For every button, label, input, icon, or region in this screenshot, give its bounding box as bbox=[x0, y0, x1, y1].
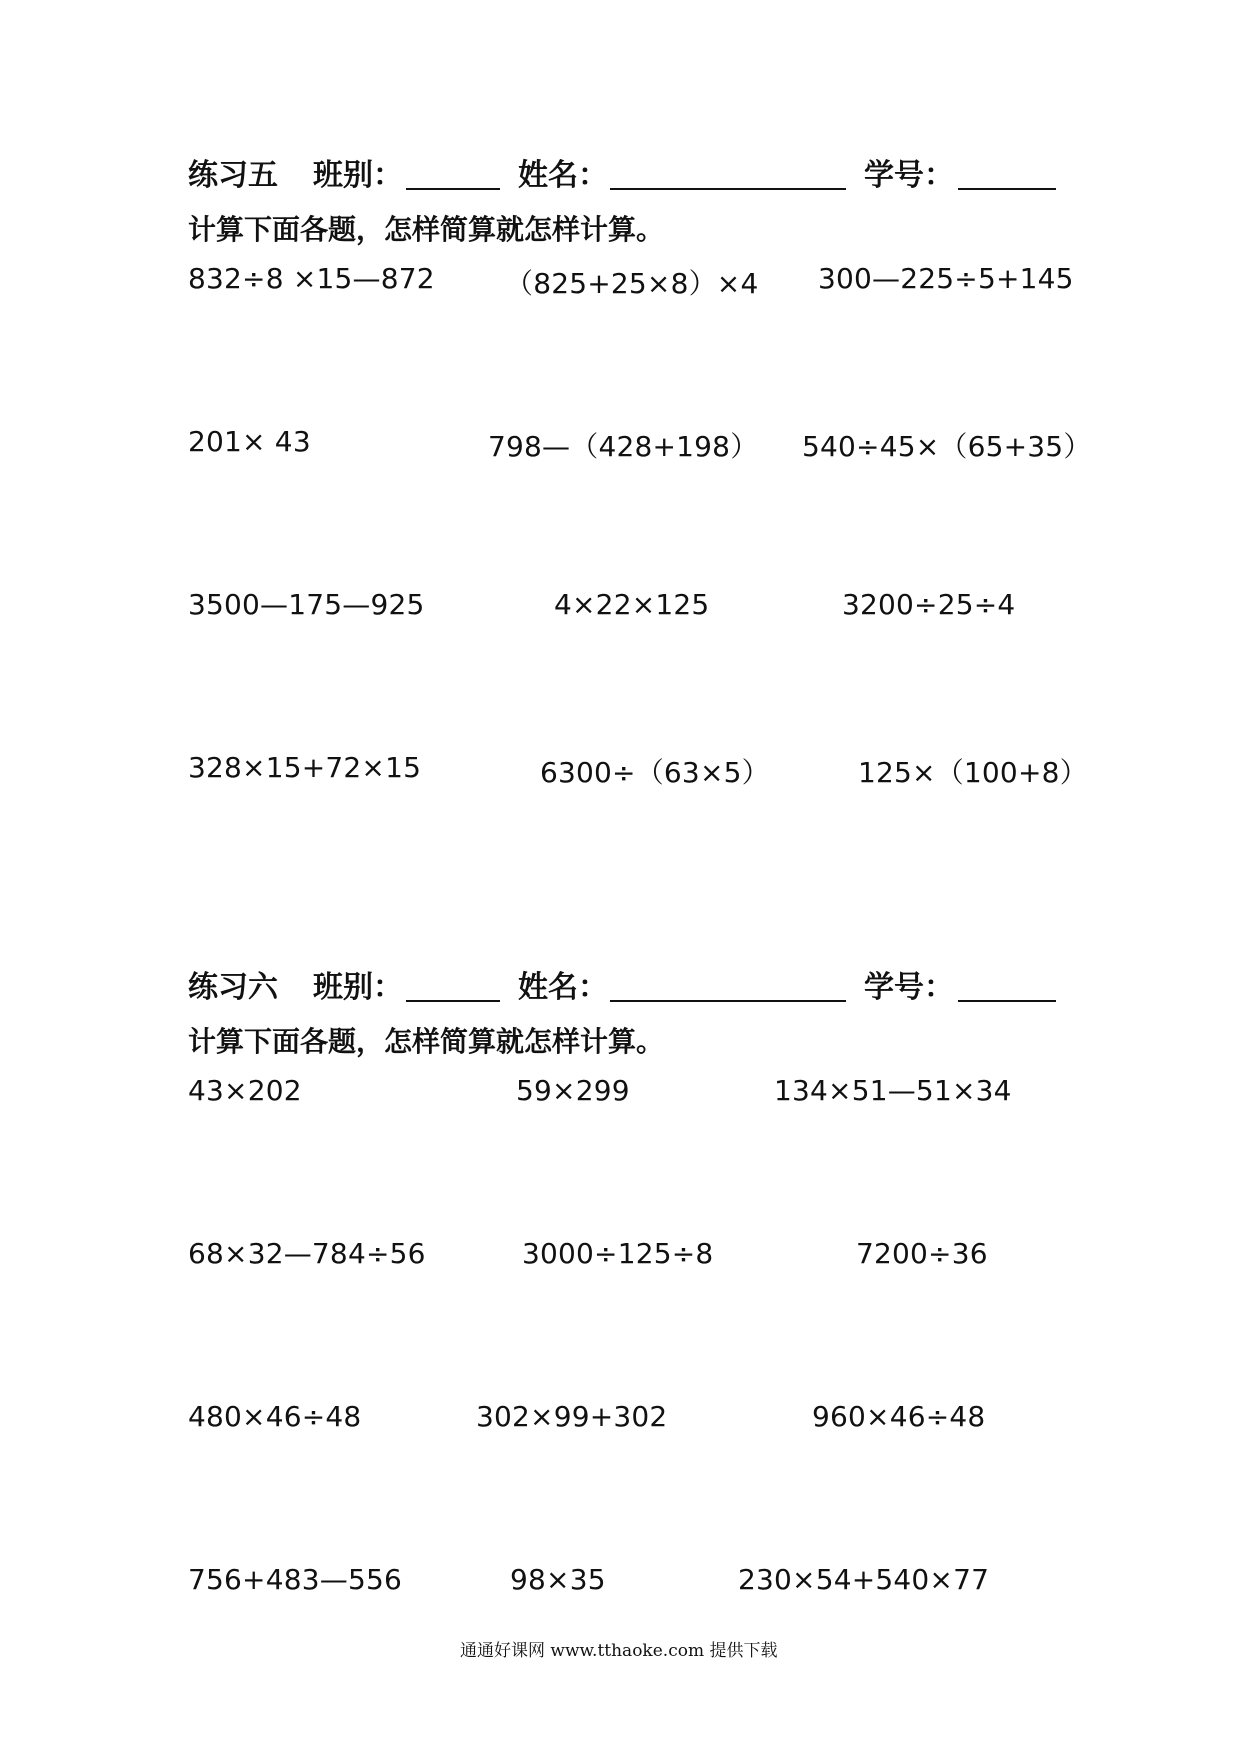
footer-source: 通通好课网 www.tthaoke.com 提供下载 bbox=[460, 1641, 778, 1661]
student-id-label: 学号： bbox=[864, 970, 954, 1005]
class-label: 班别： bbox=[313, 970, 403, 1005]
exercise5-header bbox=[188, 150, 1060, 194]
student-id-label: 学号： bbox=[864, 158, 954, 193]
problem: 134×51—51×34 bbox=[774, 1074, 1012, 1107]
name-blank[interactable] bbox=[610, 1000, 846, 1002]
class-label: 班别： bbox=[313, 158, 403, 193]
problem: 4×22×125 bbox=[554, 588, 710, 621]
class-blank[interactable] bbox=[406, 188, 500, 190]
exercise5-instruction: 计算下面各题，怎样简算就怎样计算。 bbox=[188, 213, 665, 246]
problem: 43×202 bbox=[188, 1074, 302, 1107]
problem: 3500—175—925 bbox=[188, 588, 425, 621]
problem: 756+483—556 bbox=[188, 1563, 402, 1596]
name-blank[interactable] bbox=[610, 188, 846, 190]
problem: 798—（428+198） bbox=[488, 430, 759, 463]
class-blank[interactable] bbox=[406, 1000, 500, 1002]
problem: 98×35 bbox=[510, 1563, 606, 1596]
student-id-blank[interactable] bbox=[958, 1000, 1056, 1002]
problem: 125×（100+8） bbox=[858, 756, 1088, 789]
problem: 6300÷（63×5） bbox=[540, 756, 770, 789]
problem: 328×15+72×15 bbox=[188, 751, 422, 784]
problem: 480×46÷48 bbox=[188, 1400, 362, 1433]
problem: 302×99+302 bbox=[476, 1400, 668, 1433]
problem: 3000÷125÷8 bbox=[522, 1237, 714, 1270]
student-id-blank[interactable] bbox=[958, 188, 1056, 190]
problem: 7200÷36 bbox=[856, 1237, 988, 1270]
exercise6-instruction: 计算下面各题，怎样简算就怎样计算。 bbox=[188, 1025, 665, 1058]
problem: 59×299 bbox=[516, 1074, 630, 1107]
name-label: 姓名： bbox=[518, 970, 608, 1005]
problem: 300—225÷5+145 bbox=[818, 262, 1074, 295]
exercise5-title: 练习五 bbox=[188, 158, 278, 193]
name-label: 姓名： bbox=[518, 158, 608, 193]
problem: 540÷45×（65+35） bbox=[802, 430, 1092, 463]
problem: （825+25×8）×4 bbox=[505, 267, 759, 300]
exercise6-title: 练习六 bbox=[188, 970, 278, 1005]
problem: 960×46÷48 bbox=[812, 1400, 986, 1433]
problem: 68×32—784÷56 bbox=[188, 1237, 426, 1270]
problem: 832÷8 ×15—872 bbox=[188, 262, 435, 295]
problem: 3200÷25÷4 bbox=[842, 588, 1016, 621]
problem: 230×54+540×77 bbox=[738, 1563, 990, 1596]
exercise6-header bbox=[188, 962, 1060, 1006]
problem: 201× 43 bbox=[188, 425, 311, 458]
